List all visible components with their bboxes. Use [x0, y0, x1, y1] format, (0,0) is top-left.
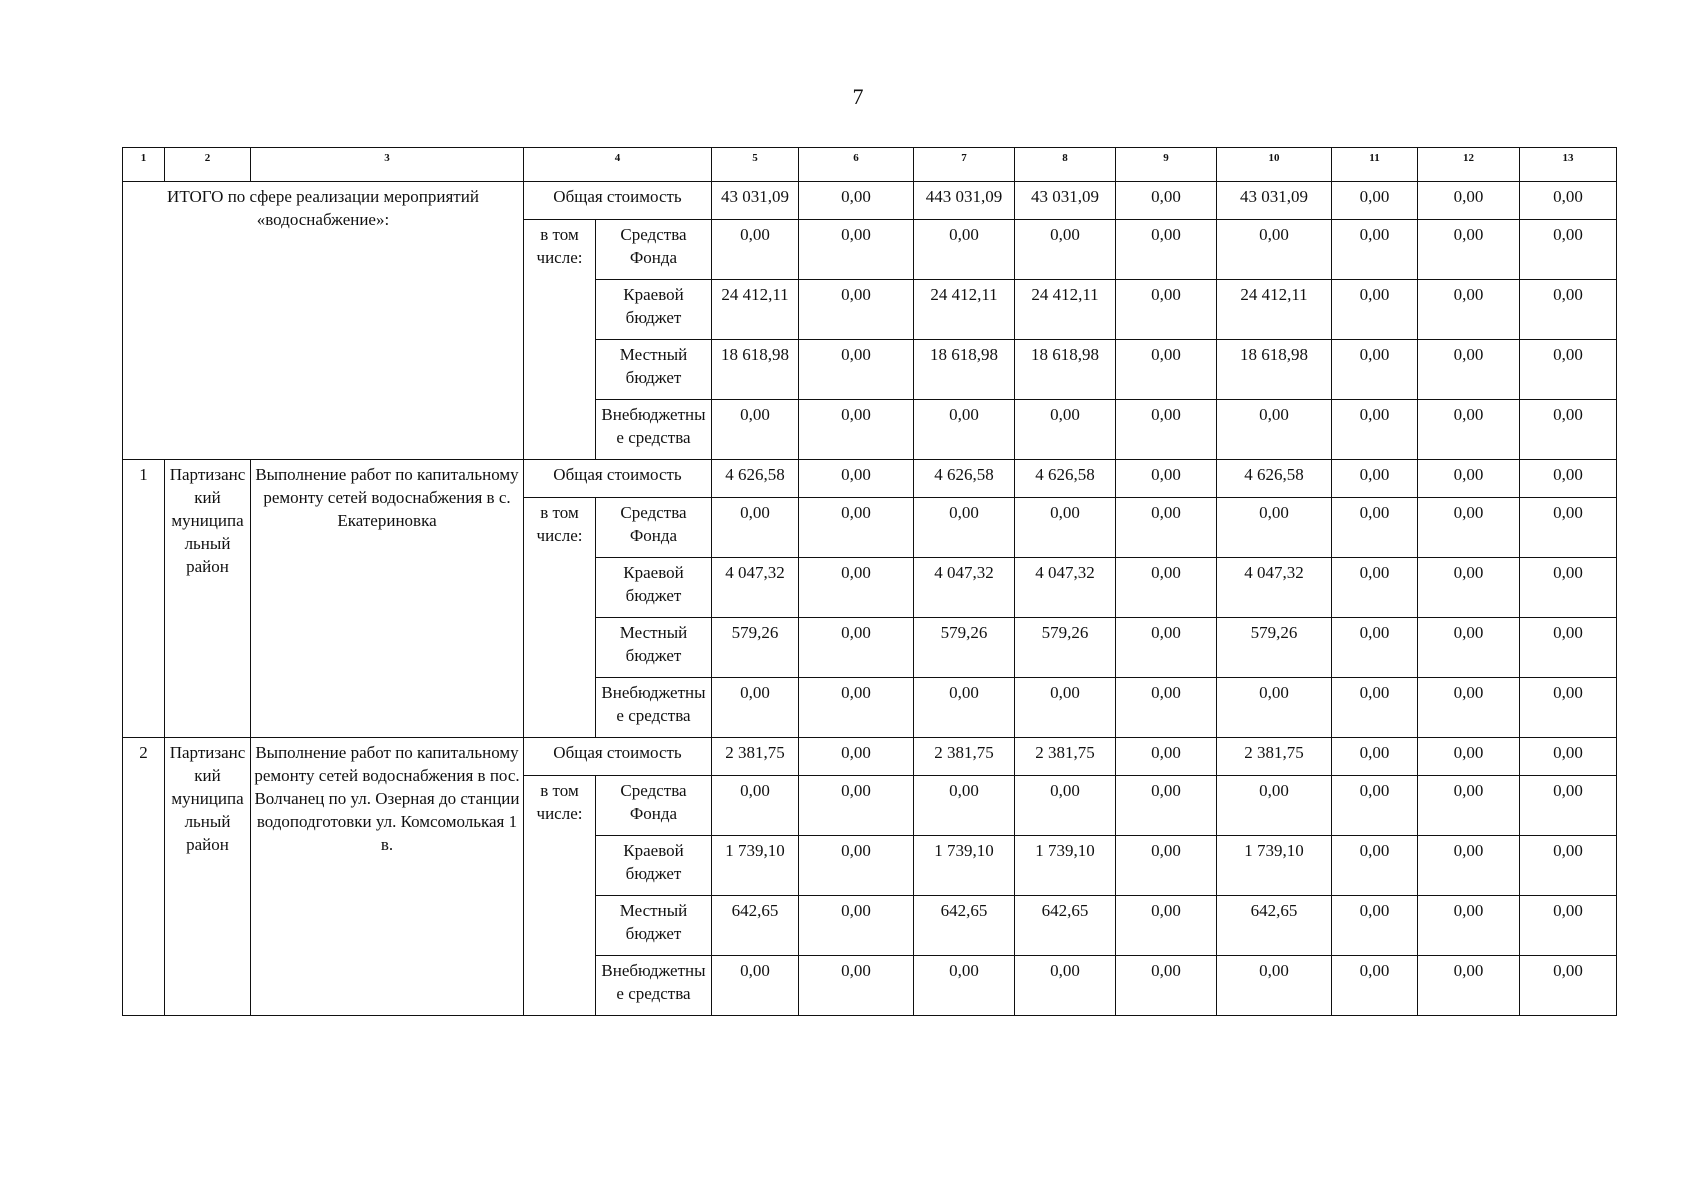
value-cell: 0,00: [1116, 738, 1217, 776]
value-cell: 0,00: [1116, 182, 1217, 220]
value-cell: 0,00: [1015, 220, 1116, 280]
value-cell: 18 618,98: [1015, 340, 1116, 400]
value-cell: 0,00: [799, 618, 914, 678]
value-cell: 0,00: [1418, 340, 1520, 400]
municipal-district: Партизанс кий муниципа льный район: [165, 460, 251, 738]
value-cell: 0,00: [1116, 460, 1217, 498]
value-cell: 0,00: [1116, 498, 1217, 558]
column-number: 1: [123, 148, 165, 182]
value-cell: 0,00: [1520, 460, 1617, 498]
v-tom-chisle-label: в том числе:: [524, 776, 596, 1016]
fund-source-label: Местный бюджет: [596, 896, 712, 956]
value-cell: 2 381,75: [712, 738, 799, 776]
fund-source-label: Краевой бюджет: [596, 280, 712, 340]
value-cell: 0,00: [1332, 460, 1418, 498]
value-cell: 4 626,58: [914, 460, 1015, 498]
column-number: 11: [1332, 148, 1418, 182]
value-cell: 0,00: [1418, 618, 1520, 678]
value-cell: 0,00: [914, 498, 1015, 558]
municipal-district: Партизанс кий муниципа льный район: [165, 738, 251, 1016]
value-cell: 4 626,58: [1217, 460, 1332, 498]
value-cell: 0,00: [1418, 558, 1520, 618]
work-description: Выполнение работ по капитальному ремонту сетей водоснабжения в с. Екатериновка: [251, 460, 524, 738]
total-cost-label: Общая стоимость: [524, 460, 712, 498]
value-cell: 0,00: [712, 678, 799, 738]
value-cell: 0,00: [1418, 776, 1520, 836]
value-cell: 0,00: [1332, 340, 1418, 400]
value-cell: 0,00: [1116, 956, 1217, 1016]
fund-source-label: Средства Фонда: [596, 220, 712, 280]
value-cell: 0,00: [1418, 956, 1520, 1016]
entry-number: 1: [123, 460, 165, 738]
value-cell: 642,65: [1015, 896, 1116, 956]
value-cell: 0,00: [1332, 776, 1418, 836]
v-tom-chisle-label: в том числе:: [524, 220, 596, 460]
value-cell: 0,00: [914, 776, 1015, 836]
value-cell: 0,00: [799, 776, 914, 836]
value-cell: 0,00: [1217, 400, 1332, 460]
value-cell: 0,00: [799, 558, 914, 618]
value-cell: 0,00: [1520, 182, 1617, 220]
value-cell: 0,00: [712, 498, 799, 558]
column-number: 8: [1015, 148, 1116, 182]
value-cell: 0,00: [1217, 956, 1332, 1016]
value-cell: 0,00: [1332, 618, 1418, 678]
value-cell: 0,00: [1217, 220, 1332, 280]
value-cell: 0,00: [914, 400, 1015, 460]
column-number: 12: [1418, 148, 1520, 182]
value-cell: 0,00: [1332, 836, 1418, 896]
value-cell: 0,00: [1116, 678, 1217, 738]
value-cell: 4 047,32: [914, 558, 1015, 618]
value-cell: 0,00: [799, 400, 914, 460]
value-cell: 43 031,09: [1217, 182, 1332, 220]
work-description: Выполнение работ по капитальному ремонту сетей водоснабжения в пос. Волчанец по ул. Озерная до станции водоподготовки ул. Комсомолькая 1 в.: [251, 738, 524, 1016]
entry-number: 2: [123, 738, 165, 1016]
value-cell: 0,00: [1418, 738, 1520, 776]
value-cell: 0,00: [1520, 400, 1617, 460]
summary-total-row: [123, 182, 1617, 220]
value-cell: 579,26: [1015, 618, 1116, 678]
value-cell: 0,00: [1015, 776, 1116, 836]
value-cell: 0,00: [1116, 340, 1217, 400]
value-cell: 43 031,09: [1015, 182, 1116, 220]
value-cell: 2 381,75: [1015, 738, 1116, 776]
value-cell: 0,00: [1520, 558, 1617, 618]
value-cell: 0,00: [1332, 400, 1418, 460]
column-number: 2: [165, 148, 251, 182]
value-cell: 0,00: [1418, 460, 1520, 498]
value-cell: 0,00: [914, 956, 1015, 1016]
fund-source-label: Внебюджетны е средства: [596, 678, 712, 738]
value-cell: 579,26: [1217, 618, 1332, 678]
value-cell: 0,00: [1116, 776, 1217, 836]
value-cell: 0,00: [1418, 678, 1520, 738]
value-cell: 0,00: [1520, 836, 1617, 896]
value-cell: 0,00: [712, 776, 799, 836]
value-cell: 0,00: [1332, 558, 1418, 618]
fund-source-label: Внебюджетны е средства: [596, 400, 712, 460]
value-cell: 0,00: [1332, 220, 1418, 280]
total-cost-label: Общая стоимость: [524, 738, 712, 776]
entry-total-row: [123, 738, 1617, 776]
value-cell: 0,00: [1418, 220, 1520, 280]
value-cell: 18 618,98: [712, 340, 799, 400]
value-cell: 0,00: [1332, 498, 1418, 558]
value-cell: 443 031,09: [914, 182, 1015, 220]
value-cell: 24 412,11: [712, 280, 799, 340]
fund-source-label: Средства Фонда: [596, 776, 712, 836]
value-cell: 0,00: [914, 678, 1015, 738]
column-number: 10: [1217, 148, 1332, 182]
value-cell: 0,00: [712, 956, 799, 1016]
fund-source-label: Местный бюджет: [596, 340, 712, 400]
value-cell: 24 412,11: [914, 280, 1015, 340]
value-cell: 18 618,98: [1217, 340, 1332, 400]
value-cell: 0,00: [1332, 280, 1418, 340]
value-cell: 0,00: [799, 498, 914, 558]
value-cell: 642,65: [1217, 896, 1332, 956]
value-cell: 0,00: [1116, 896, 1217, 956]
value-cell: 24 412,11: [1217, 280, 1332, 340]
value-cell: 4 047,32: [1015, 558, 1116, 618]
value-cell: 0,00: [712, 220, 799, 280]
value-cell: 2 381,75: [1217, 738, 1332, 776]
entry-total-row: [123, 460, 1617, 498]
value-cell: 0,00: [1520, 896, 1617, 956]
value-cell: 0,00: [1520, 498, 1617, 558]
value-cell: 0,00: [1418, 182, 1520, 220]
value-cell: 0,00: [1332, 896, 1418, 956]
value-cell: 1 739,10: [712, 836, 799, 896]
value-cell: 0,00: [1217, 776, 1332, 836]
column-number: 7: [914, 148, 1015, 182]
value-cell: 0,00: [1116, 400, 1217, 460]
value-cell: 4 626,58: [712, 460, 799, 498]
value-cell: 0,00: [1332, 182, 1418, 220]
value-cell: 0,00: [1015, 498, 1116, 558]
value-cell: 0,00: [799, 280, 914, 340]
value-cell: 0,00: [1116, 280, 1217, 340]
column-number: 13: [1520, 148, 1617, 182]
value-cell: 0,00: [1116, 220, 1217, 280]
column-number: 6: [799, 148, 914, 182]
value-cell: 24 412,11: [1015, 280, 1116, 340]
value-cell: 579,26: [914, 618, 1015, 678]
value-cell: 0,00: [1418, 896, 1520, 956]
value-cell: 0,00: [1520, 220, 1617, 280]
column-number-row: [123, 148, 1617, 182]
column-number: 4: [524, 148, 712, 182]
value-cell: 0,00: [1015, 400, 1116, 460]
value-cell: 4 626,58: [1015, 460, 1116, 498]
value-cell: 0,00: [1217, 678, 1332, 738]
value-cell: 0,00: [1332, 956, 1418, 1016]
value-cell: 0,00: [1116, 558, 1217, 618]
value-cell: 0,00: [799, 956, 914, 1016]
total-cost-label: Общая стоимость: [524, 182, 712, 220]
fund-source-label: Краевой бюджет: [596, 558, 712, 618]
value-cell: 43 031,09: [712, 182, 799, 220]
value-cell: 0,00: [1015, 678, 1116, 738]
value-cell: 2 381,75: [914, 738, 1015, 776]
value-cell: 0,00: [1418, 498, 1520, 558]
value-cell: 0,00: [1418, 836, 1520, 896]
value-cell: 1 739,10: [1015, 836, 1116, 896]
fund-source-label: Средства Фонда: [596, 498, 712, 558]
column-number: 9: [1116, 148, 1217, 182]
value-cell: 0,00: [799, 836, 914, 896]
value-cell: 0,00: [799, 220, 914, 280]
value-cell: 642,65: [712, 896, 799, 956]
value-cell: 0,00: [1418, 400, 1520, 460]
fund-source-label: Внебюджетны е средства: [596, 956, 712, 1016]
value-cell: 0,00: [799, 896, 914, 956]
value-cell: 0,00: [1520, 776, 1617, 836]
fund-source-label: Краевой бюджет: [596, 836, 712, 896]
value-cell: 0,00: [1217, 498, 1332, 558]
value-cell: 0,00: [799, 182, 914, 220]
value-cell: 0,00: [799, 678, 914, 738]
value-cell: 0,00: [1520, 956, 1617, 1016]
value-cell: 579,26: [712, 618, 799, 678]
value-cell: 0,00: [1332, 738, 1418, 776]
value-cell: 0,00: [1520, 340, 1617, 400]
value-cell: 0,00: [799, 738, 914, 776]
value-cell: 0,00: [1015, 956, 1116, 1016]
value-cell: 0,00: [1418, 280, 1520, 340]
page-number: 7: [852, 84, 864, 109]
summary-title: ИТОГО по сфере реализации мероприятий «водоснабжение»:: [123, 182, 524, 460]
value-cell: 1 739,10: [1217, 836, 1332, 896]
value-cell: 0,00: [1520, 280, 1617, 340]
funding-table: [122, 147, 1617, 1016]
value-cell: 0,00: [1520, 618, 1617, 678]
column-number: 5: [712, 148, 799, 182]
value-cell: 18 618,98: [914, 340, 1015, 400]
value-cell: 0,00: [1116, 836, 1217, 896]
value-cell: 0,00: [1520, 678, 1617, 738]
value-cell: 642,65: [914, 896, 1015, 956]
value-cell: 0,00: [799, 340, 914, 400]
value-cell: 0,00: [799, 460, 914, 498]
value-cell: 0,00: [914, 220, 1015, 280]
value-cell: 0,00: [1116, 618, 1217, 678]
value-cell: 4 047,32: [712, 558, 799, 618]
fund-source-label: Местный бюджет: [596, 618, 712, 678]
value-cell: 4 047,32: [1217, 558, 1332, 618]
column-number: 3: [251, 148, 524, 182]
v-tom-chisle-label: в том числе:: [524, 498, 596, 738]
value-cell: 0,00: [1332, 678, 1418, 738]
value-cell: 1 739,10: [914, 836, 1015, 896]
value-cell: 0,00: [1520, 738, 1617, 776]
value-cell: 0,00: [712, 400, 799, 460]
